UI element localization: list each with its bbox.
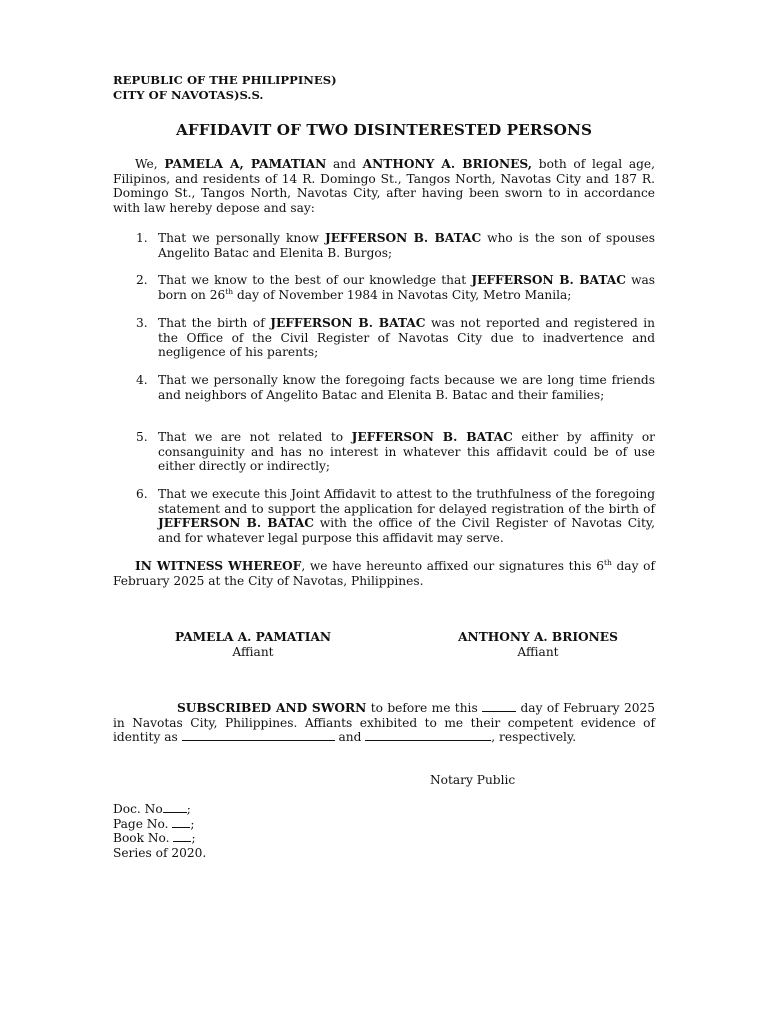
item-text: day of November 1984 in Navotas City, Metro Manila; [233,287,572,302]
signatory-role: Affiant [232,644,274,659]
item-number: 2. [136,273,148,287]
item-text: either by affinity or consanguinity and has no interest in whatever this affidavit could be of use either directly or indirectly; [158,430,655,474]
venue-line-city: CITY OF NAVOTAS)S.S. [113,87,264,102]
item-number: 6. [136,487,148,501]
notary-label: Notary Public [430,773,516,787]
book-label: Book No. [113,831,174,846]
venue-header [113,73,337,102]
signatory-name: ANTHONY A. BRIONES [458,630,618,644]
ordinal-suffix: th [603,557,612,567]
page-number-line [113,817,206,832]
evidence-blank-1 [182,730,335,741]
item-text: That we are not related to [158,430,352,444]
book-number-line [113,831,206,846]
list-item-2 [136,273,655,302]
list-item-1 [136,231,655,260]
jurat-text: to before me this [366,701,483,715]
jurat-heading: SUBSCRIBED AND SWORN [177,701,367,715]
list-item-5 [136,430,655,474]
witness-paragraph [113,559,655,588]
evidence-blank-2 [365,730,491,741]
jurat-paragraph [113,701,655,745]
item-text: That we personally know the foregoing facts because we are long time friends and neighbors of Angelito Batac and Elenita B. Batac and their families; [158,373,655,402]
item-text: That we personally know [158,231,325,245]
item-number: 5. [136,430,148,444]
list-item-4 [136,373,655,402]
item-text: was born on 26 [158,273,656,302]
item-text: with the office of the Civil Register of Navotas City, and for whatever legal purpose this affidavit may serve. [158,516,655,545]
list-item-3 [136,316,655,360]
subject-name: JEFFERSON B. BATAC [158,516,314,531]
subject-name: JEFFERSON B. BATAC [324,231,482,245]
signatory-role: Affiant [517,644,559,659]
day-blank [482,701,516,712]
intro-text: both of legal age, Filipinos, and residents of 14 R. Domingo St., Tangos North, Navotas City and 187 R. Domingo St., Tangos North, Navotas City, after having been sworn to in accordance with law hereby depose and say: [113,157,655,215]
jurat-text: , respectively. [491,730,577,745]
item-number: 3. [136,316,148,330]
item-number: 1. [136,231,148,245]
separator: ; [186,802,191,816]
ordinal-suffix: th [225,286,234,296]
signatory-name: PAMELA A. PAMATIAN [174,630,332,644]
item-number: 4. [136,373,148,387]
subject-name: JEFFERSON B. BATAC [471,273,626,287]
affiant-name-2: ANTHONY A. BRIONES, [362,157,533,171]
jurat-text: and [334,730,366,745]
item-text: That we execute this Joint Affidavit to attest to the truthfulness of the foregoing statement and to support the application for delayed registration of the birth of [158,487,655,516]
witness-text: , we have hereunto affixed our signatures this 6 [301,559,604,573]
jurat-text: day of February 2025 in Navotas City, Philippines. Affiants exhibited to me their competent evidence of identity as [113,701,655,745]
page-blank [172,817,190,828]
list-item-6 [136,487,655,545]
book-blank [173,831,191,842]
witness-text: day of February 2025 at the City of Navotas, Philippines. [113,559,655,588]
item-text: who is the son of spouses Angelito Batac and Elenita B. Burgos; [158,231,656,260]
signature-block-2 [455,630,621,659]
series-line: Series of 2020. [113,845,207,860]
page-label: Page No. [113,816,173,831]
document-title: AFFIDAVIT OF TWO DISINTERESTED PERSONS [175,121,593,139]
item-text: was not reported and registered in the Office of the Civil Register of Navotas City due to inadvertence and negligence of his parents; [158,316,655,360]
signature-block-1 [170,630,336,659]
affiant-name-1: PAMELA A, PAMATIAN [164,157,327,171]
intro-text: and [326,157,363,171]
item-text: That the birth of [158,316,271,330]
subject-name: JEFFERSON B. BATAC [351,430,513,444]
item-text: That we know to the best of our knowledge that [158,273,472,287]
venue-line-republic: REPUBLIC OF THE PHILIPPINES) [113,73,337,87]
intro-text: We, [135,157,165,171]
separator: ; [191,831,196,846]
separator: ; [190,816,195,831]
intro-paragraph [113,157,655,215]
doc-label: Doc. No [113,802,163,816]
doc-blank [163,802,187,813]
witness-heading: IN WITNESS WHEREOF [135,559,302,573]
notarial-register [113,802,206,860]
doc-number-line [113,802,206,817]
subject-name: JEFFERSON B. BATAC [270,316,426,330]
